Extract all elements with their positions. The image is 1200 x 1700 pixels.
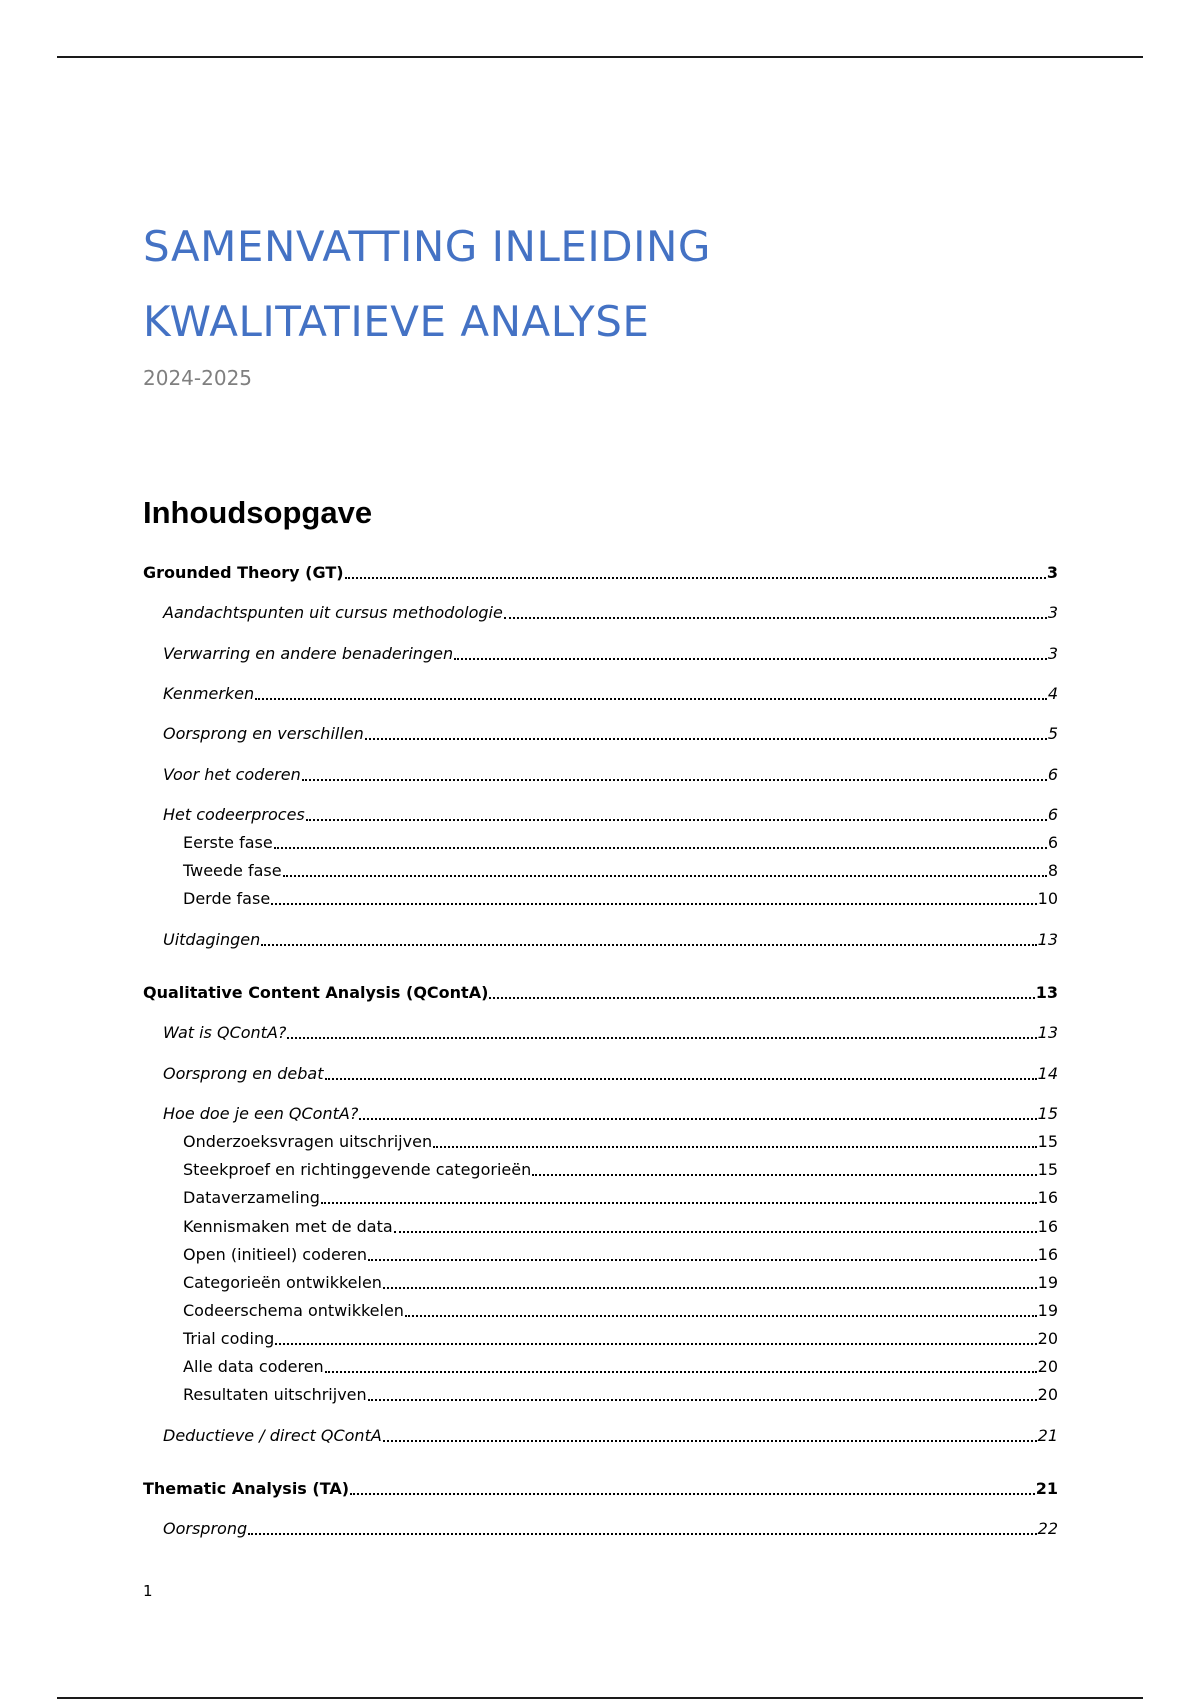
toc-entry-title: Kenmerken (163, 684, 255, 703)
toc-entry-page: 6 (1047, 765, 1058, 784)
toc-entry-page: 14 (1037, 1064, 1058, 1083)
toc-dot-leader (325, 1371, 1037, 1373)
toc-entry-title: Het codeerproces (163, 805, 305, 824)
toc-entry-title: Hoe doe je een QContA? (163, 1104, 359, 1123)
page-number: 1 (143, 1582, 153, 1600)
toc-entry[interactable] (143, 1063, 1058, 1085)
toc-entry-title: Eerste fase (183, 833, 273, 852)
toc-dot-leader (345, 577, 1046, 579)
toc-entry-page: 3 (1046, 563, 1058, 582)
toc-dot-leader (321, 1202, 1037, 1204)
toc-entry-page: 16 (1037, 1188, 1058, 1207)
toc-dot-leader (283, 875, 1047, 877)
toc-dot-leader (489, 997, 1034, 999)
toc-entry[interactable] (143, 1159, 1058, 1181)
toc-entry[interactable] (143, 1300, 1058, 1322)
toc-dot-leader (287, 1037, 1036, 1039)
toc-entry-title: Deductieve / direct QContA (163, 1426, 382, 1445)
toc-entry-page: 15 (1037, 1132, 1058, 1151)
header-rule (57, 56, 1143, 58)
toc-entry-page: 19 (1037, 1301, 1058, 1320)
toc-entry[interactable] (143, 1272, 1058, 1294)
toc-entry-page: 20 (1037, 1357, 1058, 1376)
document-title-line-1: SAMENVATTING INLEIDING (143, 222, 711, 271)
toc-entry-title: Verwarring en andere benaderingen (163, 644, 454, 663)
toc-dot-leader (433, 1146, 1037, 1148)
toc-entry-page: 19 (1037, 1273, 1058, 1292)
toc-entry-title: Tweede fase (183, 861, 282, 880)
toc-entry-page: 16 (1037, 1217, 1058, 1236)
toc-entry-page: 13 (1037, 1023, 1058, 1042)
toc-dot-leader (302, 779, 1047, 781)
toc-entry-title: Categorieën ontwikkelen (183, 1273, 382, 1292)
toc-entry[interactable] (143, 1244, 1058, 1266)
toc-entry-title: Resultaten uitschrijven (183, 1385, 367, 1404)
toc-entry-page: 13 (1035, 983, 1058, 1002)
toc-heading: Inhoudsopgave (143, 495, 373, 530)
toc-entry-page: 22 (1037, 1519, 1058, 1538)
toc-entry-title: Oorsprong (163, 1519, 248, 1538)
toc-dot-leader (275, 1343, 1036, 1345)
toc-entry-title: Codeerschema ontwikkelen (183, 1301, 404, 1320)
toc-entry-title: Voor het coderen (163, 765, 301, 784)
toc-entry-title: Grounded Theory (GT) (143, 563, 344, 582)
toc-dot-leader (325, 1078, 1037, 1080)
toc-entry[interactable] (143, 683, 1058, 705)
toc-dot-leader (405, 1315, 1037, 1317)
toc-dot-leader (383, 1287, 1037, 1289)
toc-dot-leader (365, 738, 1047, 740)
document-subtitle: 2024-2025 (143, 366, 253, 390)
toc-entry[interactable] (143, 562, 1058, 584)
toc-entry[interactable] (143, 1425, 1058, 1447)
toc-entry-title: Qualitative Content Analysis (QContA) (143, 983, 489, 1002)
toc-entry-page: 21 (1035, 1479, 1058, 1498)
toc-entry[interactable] (143, 1103, 1058, 1125)
toc-entry-title: Wat is QContA? (163, 1023, 287, 1042)
toc-entry-page: 3 (1047, 644, 1058, 663)
toc-dot-leader (359, 1118, 1036, 1120)
toc-entry-page: 6 (1047, 833, 1058, 852)
toc-entry-title: Aandachtspunten uit cursus methodologie (163, 603, 503, 622)
toc-entry-title: Onderzoeksvragen uitschrijven (183, 1132, 433, 1151)
toc-entry[interactable] (143, 723, 1058, 745)
toc-dot-leader (248, 1533, 1037, 1535)
toc-entry-title: Oorsprong en verschillen (163, 724, 364, 743)
toc-entry[interactable] (143, 1478, 1058, 1500)
toc-entry-title: Trial coding (183, 1329, 275, 1348)
toc-entry-title: Steekproef en richtinggevende categorieën (183, 1160, 532, 1179)
toc-entry[interactable] (143, 929, 1058, 951)
toc-entry-page: 15 (1037, 1160, 1058, 1179)
toc-dot-leader (532, 1174, 1036, 1176)
toc-entry[interactable] (143, 602, 1058, 624)
toc-entry[interactable] (143, 1022, 1058, 1044)
toc-dot-leader (255, 698, 1047, 700)
toc-entry-page: 3 (1047, 603, 1058, 622)
toc-entry[interactable] (143, 860, 1058, 882)
toc-entry[interactable] (143, 1518, 1058, 1540)
toc-entry[interactable] (143, 1328, 1058, 1350)
toc-entry-title: Thematic Analysis (TA) (143, 1479, 350, 1498)
toc-entry-title: Derde fase (183, 889, 271, 908)
toc-entry-page: 15 (1037, 1104, 1058, 1123)
toc-dot-leader (368, 1399, 1037, 1401)
toc-entry-title: Kennismaken met de data (183, 1217, 393, 1236)
toc-entry[interactable] (143, 832, 1058, 854)
toc-entry-page: 4 (1047, 684, 1058, 703)
toc-entry[interactable] (143, 1187, 1058, 1209)
toc-entry-page: 10 (1037, 889, 1058, 908)
toc-dot-leader (504, 617, 1047, 619)
toc-entry-title: Oorsprong en debat (163, 1064, 324, 1083)
toc-entry-title: Uitdagingen (163, 930, 261, 949)
toc-dot-leader (274, 847, 1047, 849)
toc-entry[interactable] (143, 643, 1058, 665)
toc-entry-title: Alle data coderen (183, 1357, 324, 1376)
toc-dot-leader (368, 1259, 1037, 1261)
toc-dot-leader (394, 1231, 1037, 1233)
toc-entry[interactable] (143, 1131, 1058, 1153)
toc-entry-page: 16 (1037, 1245, 1058, 1264)
toc-entry-page: 20 (1037, 1385, 1058, 1404)
toc-entry-page: 13 (1037, 930, 1058, 949)
toc-dot-leader (271, 903, 1036, 905)
toc-entry-page: 20 (1037, 1329, 1058, 1348)
toc-dot-leader (306, 819, 1047, 821)
toc-entry[interactable] (143, 804, 1058, 826)
toc-entry[interactable] (143, 1384, 1058, 1406)
document-title-line-2: KWALITATIEVE ANALYSE (143, 297, 650, 346)
toc-entry-page: 8 (1047, 861, 1058, 880)
toc-entry-title: Dataverzameling (183, 1188, 320, 1207)
toc-entry[interactable] (143, 888, 1058, 910)
toc-entry[interactable] (143, 1216, 1058, 1238)
toc-dot-leader (261, 944, 1036, 946)
toc-entry-page: 5 (1047, 724, 1058, 743)
toc-entry[interactable] (143, 982, 1058, 1004)
toc-entry[interactable] (143, 1356, 1058, 1378)
toc-dot-leader (383, 1440, 1037, 1442)
toc-dot-leader (454, 658, 1047, 660)
toc-entry-title: Open (initieel) coderen (183, 1245, 368, 1264)
toc-entry[interactable] (143, 764, 1058, 786)
toc-entry-page: 6 (1047, 805, 1058, 824)
footer-rule (57, 1697, 1143, 1699)
toc-dot-leader (350, 1493, 1035, 1495)
toc-entry-page: 21 (1037, 1426, 1058, 1445)
